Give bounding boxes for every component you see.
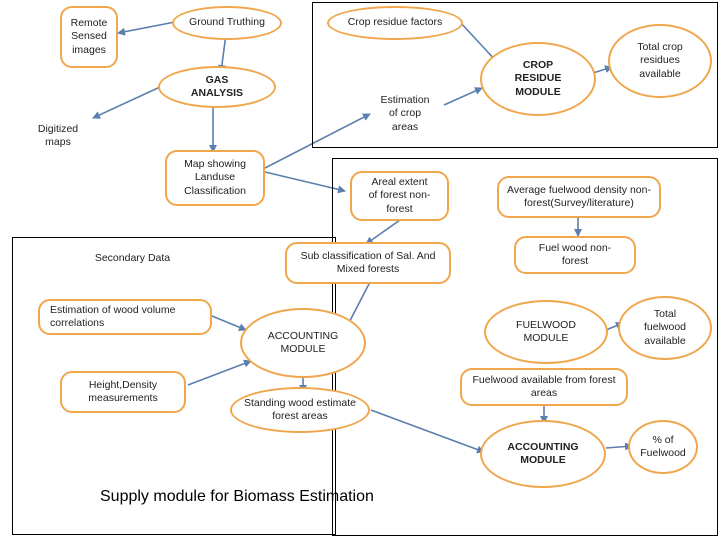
height-density-node: Height,Density measurements [60, 371, 186, 413]
fuelwood-from-forest-node: Fuelwood available from forest areas [460, 368, 628, 406]
percent-fuelwood-node: % of Fuelwood [628, 420, 698, 474]
fuelwood-nonforest-node: Fuel wood non- forest [514, 236, 636, 274]
fuelwood-module-node: FUELWOOD MODULE [484, 300, 608, 364]
total-crop-residues-node: Total crop residues available [608, 24, 712, 98]
avg-fuelwood-density-node: Average fuelwood density non- forest(Survey/literature) [497, 176, 661, 218]
accounting-module-2-node: ACCOUNTING MODULE [480, 420, 606, 488]
diagram-caption: Supply module for Biomass Estimation [100, 488, 374, 505]
gas-analysis-node: GAS ANALYSIS [158, 66, 276, 108]
secondary-data-node: Secondary Data [94, 252, 171, 265]
crop-residue-module-node: CROP RESIDUE MODULE [480, 42, 596, 116]
map-landuse-node: Map showing Landuse Classification [165, 150, 265, 206]
accounting-module-1-node: ACCOUNTING MODULE [240, 308, 366, 378]
total-fuelwood-node: Total fuelwood available [618, 296, 712, 360]
estimation-crop-areas-node: Estimation of crop areas [380, 94, 430, 133]
arrow-gas-to-digitized [93, 87, 160, 118]
remote-sensed-images-node: Remote Sensed images [60, 6, 118, 68]
wood-volume-node: Estimation of wood volume correlations [38, 299, 212, 335]
sub-classification-node: Sub classification of Sal. And Mixed forests [285, 242, 451, 284]
areal-extent-node: Areal extent of forest non- forest [350, 171, 449, 221]
standing-wood-node: Standing wood estimate forest areas [230, 387, 370, 433]
ground-truthing-node: Ground Truthing [172, 6, 282, 40]
digitized-maps-node: Digitized maps [37, 122, 79, 148]
crop-residue-factors-node: Crop residue factors [327, 6, 463, 40]
arrow-ground-to-remote [118, 22, 175, 33]
